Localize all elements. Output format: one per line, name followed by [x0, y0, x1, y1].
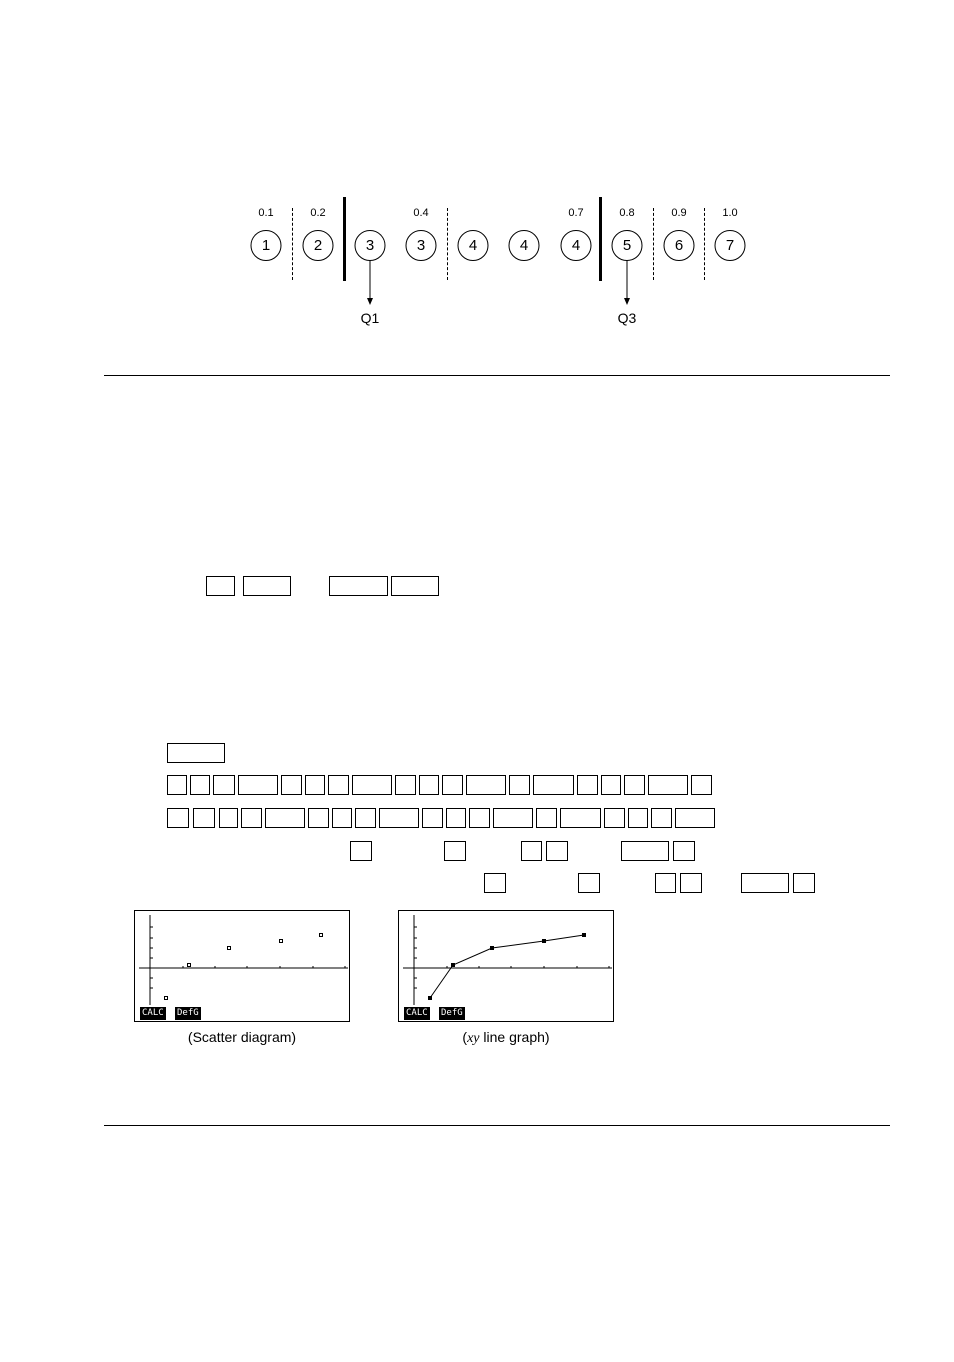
section-rule	[104, 375, 890, 376]
key-box	[560, 808, 601, 828]
key-box	[422, 808, 443, 828]
key-box	[521, 841, 542, 861]
percentage-label: 0.4	[413, 207, 429, 219]
q1-label: Q1	[360, 310, 380, 326]
line-point	[428, 996, 432, 1000]
softkey-defg: DefG	[441, 1008, 463, 1018]
key-box	[193, 808, 215, 828]
data-value-circle: 4	[458, 230, 489, 261]
key-box	[577, 775, 598, 795]
percentage-label: 0.8	[619, 207, 635, 219]
key-box	[536, 808, 557, 828]
dashed-divider	[704, 208, 705, 280]
percentage-label: 0.7	[568, 207, 584, 219]
scatter-point	[165, 997, 168, 1000]
data-value-circle: 3	[355, 230, 386, 261]
key-box	[675, 808, 715, 828]
data-value-circle: 4	[561, 230, 592, 261]
key-box	[379, 808, 419, 828]
line-point	[542, 939, 546, 943]
scatter-point	[320, 934, 323, 937]
key-box	[493, 808, 533, 828]
line-graph-screen	[398, 910, 614, 1022]
key-box	[624, 775, 645, 795]
dashed-divider	[292, 208, 293, 280]
key-box	[355, 808, 376, 828]
q3-arrow	[617, 260, 637, 306]
key-box	[578, 873, 600, 893]
key-box	[167, 808, 189, 828]
section-rule	[104, 1125, 890, 1126]
key-box	[655, 873, 676, 893]
data-value-circle: 4	[509, 230, 540, 261]
key-box	[442, 775, 463, 795]
key-box	[238, 775, 278, 795]
key-box	[469, 808, 490, 828]
key-box	[332, 808, 352, 828]
key-box	[446, 808, 466, 828]
data-value-circle: 2	[303, 230, 334, 261]
key-box	[243, 576, 291, 596]
softkey-calc: CALC	[142, 1008, 164, 1018]
key-box	[395, 775, 416, 795]
key-box	[419, 775, 439, 795]
scatter-point	[280, 940, 283, 943]
scatter-screen	[134, 910, 350, 1022]
key-box	[206, 576, 235, 596]
key-box	[533, 775, 574, 795]
data-value-circle: 7	[715, 230, 746, 261]
key-box	[265, 808, 305, 828]
line-caption-xy: xy	[467, 1031, 480, 1046]
percentage-label: 0.1	[258, 207, 274, 219]
key-box	[350, 841, 372, 861]
key-box	[741, 873, 789, 893]
data-value-circle: 6	[664, 230, 695, 261]
key-box	[219, 808, 238, 828]
scatter-plot	[135, 911, 348, 1020]
softkey-calc: CALC	[406, 1008, 428, 1018]
key-box	[213, 775, 235, 795]
key-box	[509, 775, 530, 795]
line-point	[582, 933, 586, 937]
dashed-divider	[447, 208, 448, 280]
key-box	[604, 808, 625, 828]
line-caption-text: line graph)	[479, 1029, 550, 1045]
scatter-caption: (Scatter diagram)	[187, 1029, 297, 1045]
key-box	[628, 808, 648, 828]
key-box	[648, 775, 688, 795]
key-box	[308, 808, 329, 828]
q1-arrow	[360, 260, 380, 306]
key-box	[328, 775, 349, 795]
quartile-divider-q3	[599, 197, 602, 281]
key-box	[601, 775, 621, 795]
scatter-point	[228, 947, 231, 950]
key-box	[680, 873, 702, 893]
key-box	[621, 841, 669, 861]
data-value-circle: 5	[612, 230, 643, 261]
key-box	[190, 775, 210, 795]
scatter-point	[188, 964, 191, 967]
percentage-label: 0.2	[310, 207, 326, 219]
softkey-defg: DefG	[177, 1008, 199, 1018]
key-box	[305, 775, 325, 795]
key-box	[391, 576, 439, 596]
data-value-circle: 1	[251, 230, 282, 261]
key-box	[444, 841, 466, 861]
key-box	[546, 841, 568, 861]
key-box	[352, 775, 392, 795]
line-graph-plot	[399, 911, 612, 1020]
q3-label: Q3	[617, 310, 637, 326]
key-box	[691, 775, 712, 795]
key-box	[651, 808, 672, 828]
line-point	[451, 963, 455, 967]
key-box	[673, 841, 695, 861]
key-box	[167, 743, 225, 763]
key-box	[466, 775, 506, 795]
key-box	[793, 873, 815, 893]
key-box	[484, 873, 506, 893]
percentage-label: 0.9	[671, 207, 687, 219]
dashed-divider	[653, 208, 654, 280]
line-graph-caption: (xy line graph)	[462, 1029, 550, 1046]
key-box	[167, 775, 187, 795]
key-box	[329, 576, 388, 596]
line-point	[490, 946, 494, 950]
percentage-label: 1.0	[722, 207, 738, 219]
quartile-divider-q1	[343, 197, 346, 281]
key-box	[281, 775, 302, 795]
data-value-circle: 3	[406, 230, 437, 261]
key-box	[241, 808, 262, 828]
